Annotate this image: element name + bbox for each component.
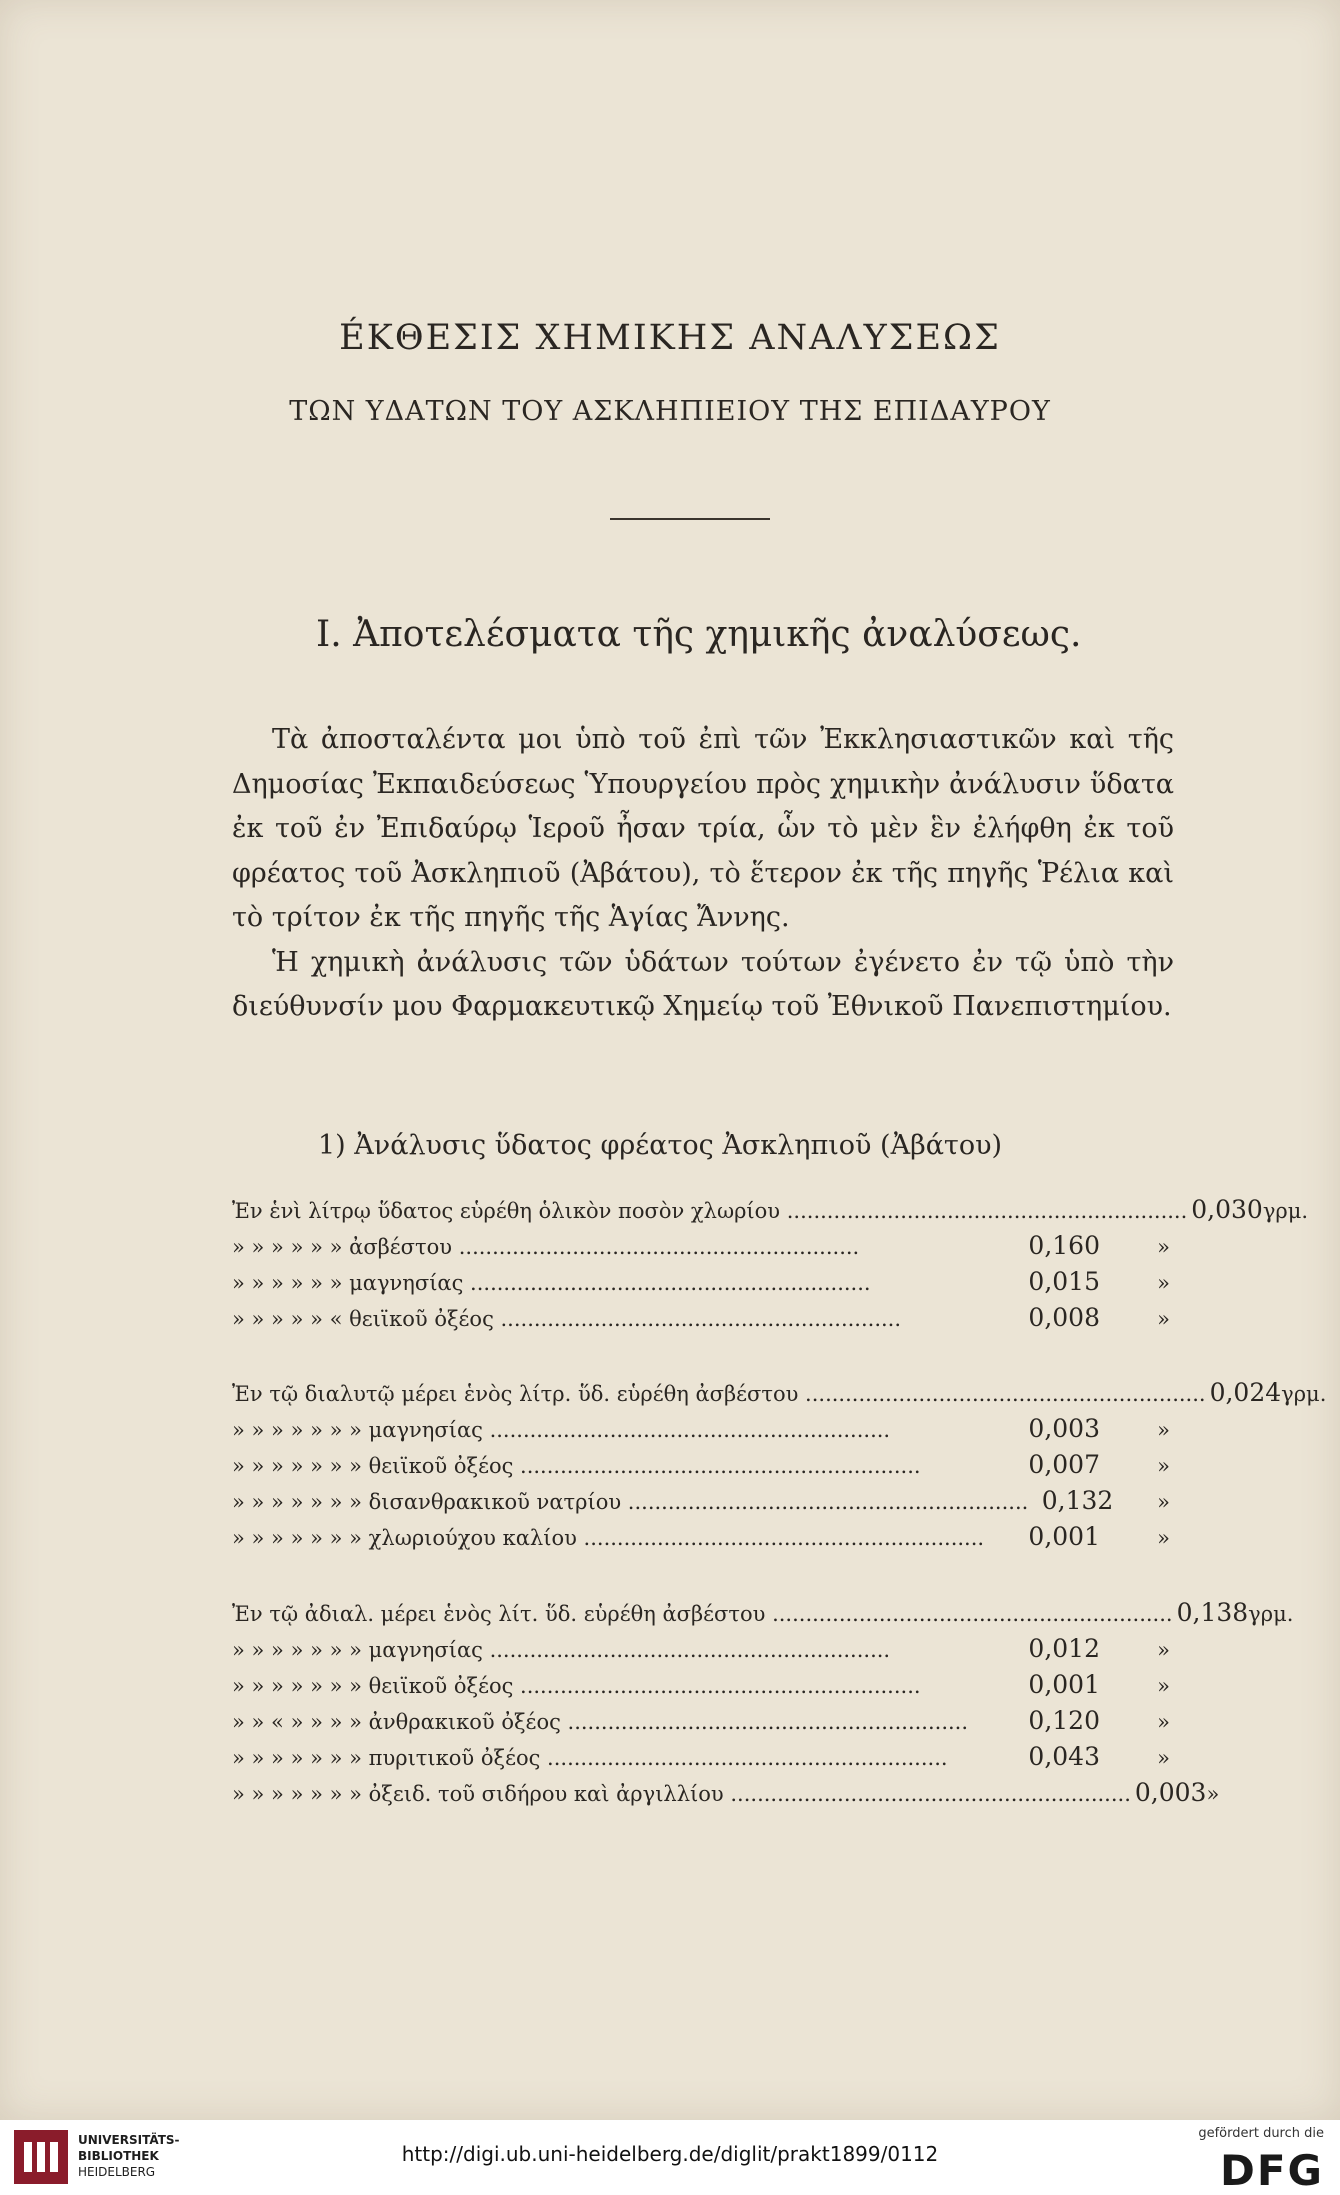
- amount-value: 0,008: [1028, 1303, 1100, 1332]
- subsection-title: 1) Ἀνάλυσις ὕδατος φρέατος Ἀσκληπιοῦ (Ἀβάτου): [318, 1130, 1003, 1161]
- table-row: [232, 1267, 1170, 1303]
- dfg-logo: DFG: [1219, 2146, 1324, 2195]
- unit-label: »: [1157, 1271, 1170, 1295]
- amount-value: 0,007: [1028, 1450, 1100, 1479]
- amount-value: 0,132: [1041, 1486, 1114, 1515]
- body-text: [232, 718, 1174, 1030]
- substance-label: » » » » » » » μαγνησίας ............................................................: [232, 1638, 891, 1662]
- table-row: [232, 1378, 1327, 1414]
- table-row: [232, 1598, 1294, 1634]
- amount-value: 0,003: [1134, 1778, 1207, 1807]
- substance-label: » » » » » « θειϊκοῦ ὀξέος ............................................................: [232, 1307, 902, 1331]
- amount-value: 0,001: [1028, 1670, 1100, 1699]
- section-title: I. Ἀποτελέσματα τῆς χημικῆς ἀναλύσεως.: [316, 614, 1082, 655]
- library-line: HEIDELBERG: [78, 2165, 156, 2179]
- unit-label: »: [1157, 1746, 1170, 1770]
- table-row: [232, 1778, 1220, 1814]
- unit-label: »: [1157, 1638, 1170, 1662]
- document-subheading: ΤΩΝ ΥΔΑΤΩΝ ΤΟΥ ΑΣΚΛΗΠΙΕΙΟΥ ΤΗΣ ΕΠΙΔΑΥΡΟΥ: [289, 396, 1051, 427]
- table-row: [232, 1742, 1170, 1778]
- amount-value: 0,120: [1028, 1706, 1100, 1735]
- unit-label: »: [1157, 1418, 1170, 1442]
- amount-value: 0,015: [1028, 1267, 1100, 1296]
- analysis-table-total: [232, 1195, 1309, 1339]
- substance-label: » » » » » » ἀσβέστου ............................................................: [232, 1235, 860, 1259]
- table-row: [232, 1231, 1170, 1267]
- amount-value: 0,003: [1028, 1414, 1100, 1443]
- analysis-table-soluble: [232, 1378, 1327, 1558]
- table-row: [232, 1706, 1170, 1742]
- paragraph: Τὰ ἀποσταλέντα μοι ὑπὸ τοῦ ἐπὶ τῶν Ἐκκλησιαστικῶν καὶ τῆς Δημοσίας Ἐκπαιδεύσεως Ὑπουργείου πρὸς χημικὴν ἀνάλυσιν ὕδατα ἐκ τοῦ ἐν Ἐπιδαύρῳ Ἱεροῦ ἦσαν τρία, ὧν τὸ μὲν ἓν ἐλήφθη ἐκ τοῦ φρέατος τοῦ Ἀσκληπιοῦ (Ἀβάτου), τὸ ἕτερον ἐκ τῆς πηγῆς Ῥέλια καὶ τὸ τρίτον ἐκ τῆς πηγῆς τῆς Ἁγίας Ἄννης.: [232, 724, 1174, 933]
- table-row: [232, 1303, 1170, 1339]
- table-row: [232, 1522, 1170, 1558]
- unit-label: »: [1157, 1490, 1170, 1514]
- unit-label: »: [1206, 1782, 1220, 1806]
- substance-label: » » « » » » » ἀνθρακικοῦ ὀξέος ............................................................: [232, 1710, 969, 1734]
- unit-label: »: [1157, 1307, 1170, 1331]
- unit-label: γρμ.: [1262, 1199, 1309, 1223]
- substance-label: » » » » » » » θειϊκοῦ ὀξέος ............................................................: [232, 1454, 921, 1478]
- table-row: [232, 1195, 1309, 1231]
- table-row: [232, 1450, 1170, 1486]
- document-heading: ÉΚΘΕΣΙΣ ΧΗΜΙΚΗΣ ΑΝΑΛΥΣΕΩΣ: [339, 318, 1001, 358]
- table-row: [232, 1414, 1170, 1450]
- source-url-link[interactable]: http://digi.ub.uni-heidelberg.de/diglit/prakt1899/0112: [401, 2142, 939, 2166]
- substance-label: » » » » » » » πυριτικοῦ ὀξέος ............................................................: [232, 1746, 948, 1770]
- substance-label: » » » » » » » δισανθρακικοῦ νατρίου ............................................................: [232, 1490, 1029, 1514]
- substance-label: » » » » » » » χλωριούχου καλίου ............................................................: [232, 1526, 985, 1550]
- unit-label: »: [1157, 1526, 1170, 1550]
- substance-label: » » » » » » μαγνησίας ............................................................: [232, 1271, 871, 1295]
- unit-label: γρμ.: [1281, 1382, 1327, 1406]
- heading-divider: [610, 518, 770, 520]
- amount-value: 0,024: [1209, 1378, 1282, 1407]
- substance-label: » » » » » » » ὀξειδ. τοῦ σιδήρου καὶ ἀργιλλίου ............................................................: [232, 1782, 1131, 1806]
- table-row: [232, 1670, 1170, 1706]
- table-row: [232, 1486, 1170, 1522]
- library-line: BIBLIOTHEK: [78, 2149, 159, 2163]
- unit-label: »: [1157, 1454, 1170, 1478]
- library-line: UNIVERSITÄTS-: [78, 2133, 180, 2147]
- table-row: [232, 1634, 1170, 1670]
- amount-value: 0,138: [1176, 1598, 1249, 1627]
- amount-value: 0,001: [1028, 1522, 1100, 1551]
- amount-value: 0,030: [1191, 1195, 1263, 1224]
- analysis-table-insoluble: [232, 1598, 1294, 1814]
- unit-label: »: [1157, 1235, 1170, 1259]
- paragraph: Ἡ χημικὴ ἀνάλυσις τῶν ὑδάτων τούτων ἐγένετο ἐν τῷ ὑπὸ τὴν διεύθυνσίν μου Φαρμακευτικῷ Χημείῳ τοῦ Ἐθνικοῦ Πανεπιστημίου.: [232, 946, 1174, 1022]
- unit-label: »: [1157, 1710, 1170, 1734]
- amount-value: 0,160: [1028, 1231, 1100, 1260]
- substance-label: Ἐν τῷ ἀδιαλ. μέρει ἑνὸς λίτ. ὕδ. εὑρέθη ἀσβέστου ............................................................: [232, 1602, 1173, 1626]
- amount-value: 0,012: [1028, 1634, 1100, 1663]
- substance-label: Ἐν τῷ διαλυτῷ μέρει ἑνὸς λίτρ. ὕδ. εὑρέθη ἀσβέστου ............................................................: [232, 1382, 1206, 1406]
- unit-label: »: [1157, 1674, 1170, 1698]
- substance-label: » » » » » » » μαγνησίας ............................................................: [232, 1418, 891, 1442]
- substance-label: Ἐν ἑνὶ λίτρῳ ὕδατος εὑρέθη ὁλικὸν ποσὸν χλωρίου ............................................................: [232, 1199, 1188, 1223]
- substance-label: » » » » » » » θειϊκοῦ ὀξέος ............................................................: [232, 1674, 921, 1698]
- funding-label: gefördert durch die: [1198, 2126, 1324, 2141]
- footer-bar: [0, 2120, 1340, 2195]
- unit-label: γρμ.: [1248, 1602, 1294, 1626]
- amount-value: 0,043: [1028, 1742, 1100, 1771]
